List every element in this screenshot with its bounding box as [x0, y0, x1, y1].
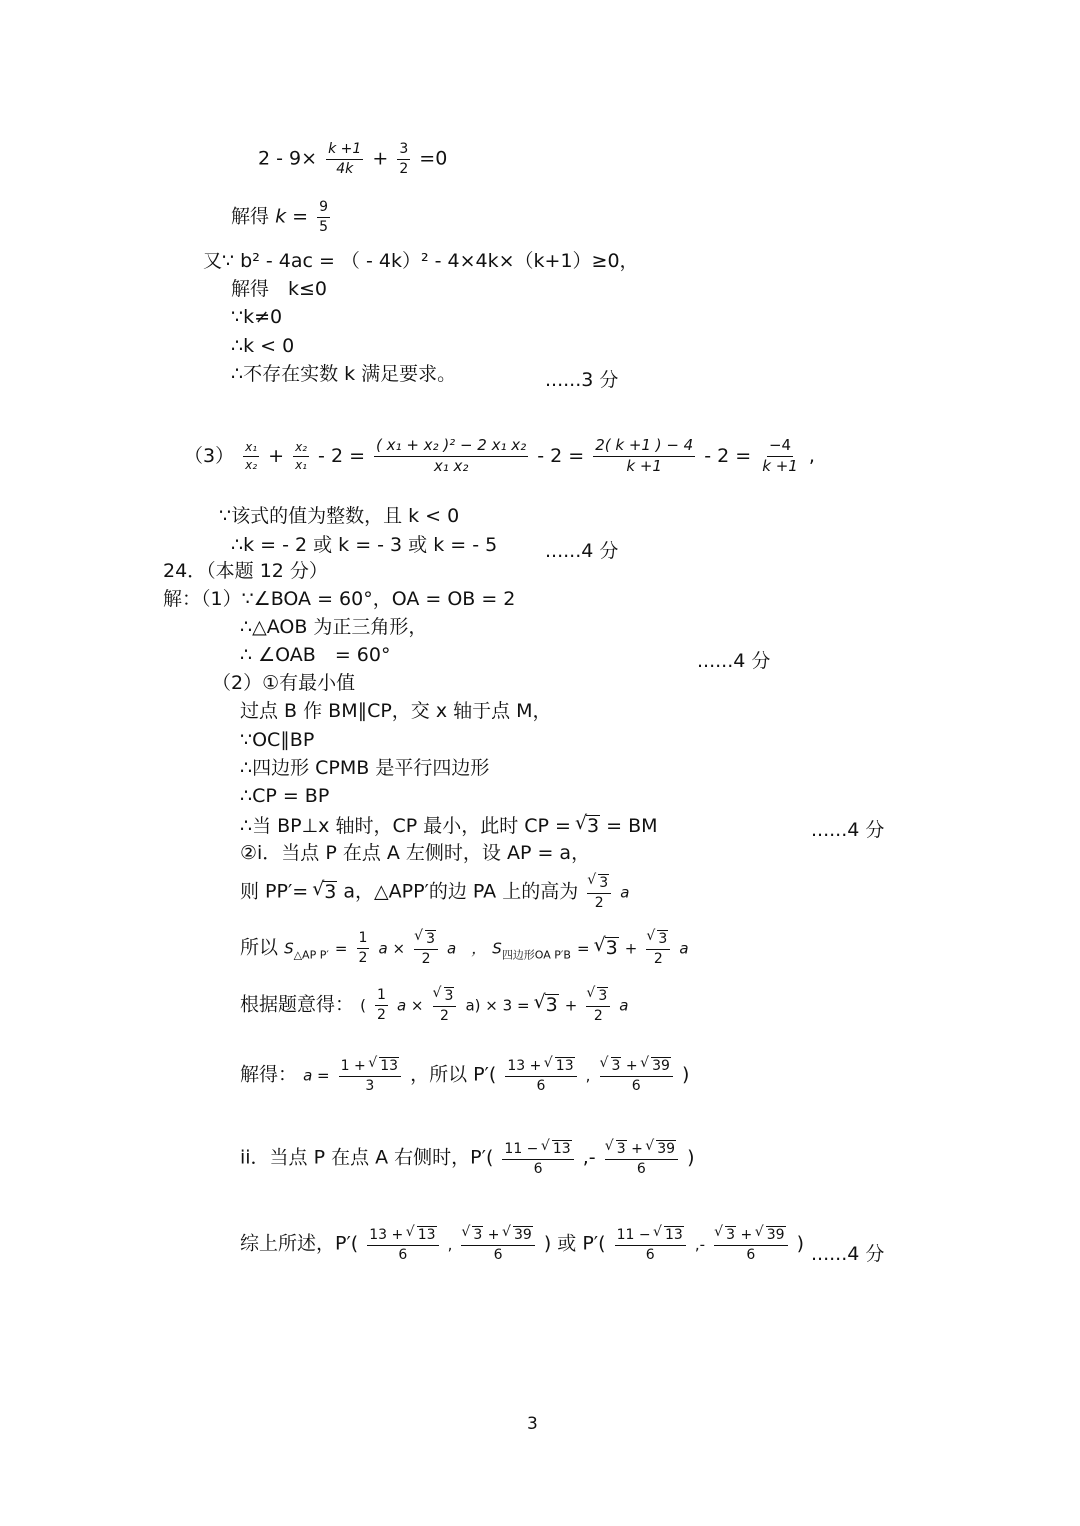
score-mark: ......4 分	[811, 1243, 885, 1265]
sqrt: √ 3	[536, 994, 559, 1015]
text-line: ∴△AOB 为正三角形，	[240, 616, 428, 638]
fraction: $\frac{3}{2}$	[399, 141, 409, 177]
text-line: ∴当 BP⊥x 轴时，CP 最小，此时 CP = √ 3 = BM	[240, 815, 658, 836]
score-mark: ......4 分	[697, 650, 771, 672]
question-heading: 24．（本题 12 分）	[163, 560, 328, 582]
fraction: $\frac{k +1}{4k}$	[328, 141, 362, 177]
fraction: $\frac{\text{x₂}}{\text{x₁}}$	[295, 440, 307, 472]
equation-line-1: 2 - 9× $\frac{k +1}{4k}$ + $\frac{3}{2}$ =0	[258, 141, 448, 177]
text-line: ∴ ∠OAB = 60°	[240, 644, 391, 666]
sqrt: √ 3	[314, 881, 337, 902]
fraction: $\frac{-4}{k +1}$	[762, 436, 798, 475]
equation-line: 则 PP′= √ 3 a，△APP′的边 PA 上的高为 √ $\frac{3}{2}$ a	[240, 874, 629, 910]
equation-line: 根据题意得： ( $\frac{1}{2}$ a × √ $\frac{3}{2}$ a) × 3 = √ 3 + √ $\frac{3}{2}$ a	[240, 987, 629, 1023]
score-mark: ......4 分	[811, 819, 885, 841]
sqrt: √ 3	[596, 937, 619, 958]
equation-line: 所以 $S_{\triangle AP P'}$ = $\frac{1}{2}$ a × √ $\frac{3}{2}$ a ， $S_{四边形OA P'B}$ = √ 3 + √ $\frac{3}{2}$ a	[240, 930, 689, 966]
equation-part3: （3） $\frac{\text{x₁}}{\text{x₂}}$ + $\frac{\text{x₂}}{\text{x₁}}$ - 2 = $\frac{\text{( x₁ + x₂ )² − 2 x₁ x₂}}{\text{x₁ x₂}}$ - 2 = $\frac{2( k +1 ) - 4}{k +1}$ - 2 = $\frac{-4}{k +1}$ ,	[184, 436, 815, 475]
text-line: ∴k = - 2 或 k = - 3 或 k = - 5	[231, 534, 498, 556]
equation-line: ii．当点 P 在点 A 右侧时，P′( $\frac{11 - √ 13}{6}$ ,- √ $\frac{3 + √ 39}{6}$ )	[240, 1140, 695, 1176]
equation-line: 综上所述，P′( $\frac{13 + √ 13}{6}$ , √ $\frac{3 + √ 39}{6}$ ) 或 P′( $\frac{11 - √ 13}{6}$ ,- √ $\frac{3 + √ 39}{6}$ )	[240, 1226, 804, 1262]
text-line: 又∵ b² - 4ac = （ - 4k）² - 4×4k×（k+1）≥0，	[203, 250, 639, 272]
fraction: $\frac{9}{5}$	[319, 199, 328, 235]
text-line: （2）①有最小值	[212, 672, 356, 694]
text-line: 解得 k≤0	[231, 278, 328, 300]
equation-line-2: 解得 k = $\frac{9}{5}$	[231, 199, 328, 235]
text-line: ∴k < 0	[231, 335, 295, 357]
score-mark: ......4 分	[545, 540, 619, 562]
text-line: ∵k≠0	[231, 306, 283, 328]
text-line: ∴不存在实数 k 满足要求。	[231, 363, 457, 385]
text-line: ∴四边形 CPMB 是平行四边形	[240, 757, 490, 779]
fraction: $\frac{\text{( x₁ + x₂ )² − 2 x₁ x₂}}{\text{x₁ x₂}}$	[376, 436, 527, 475]
fraction: √ $\frac{3}{2}$	[587, 874, 611, 910]
fraction: $\frac{\text{x₁}}{\text{x₂}}$	[245, 440, 258, 472]
sqrt: √ 3	[577, 815, 600, 836]
text-line: ②i．当点 P 在点 A 左侧时，设 AP = a，	[240, 842, 591, 864]
text-line: ∴CP = BP	[240, 785, 330, 807]
score-mark: ......3 分	[545, 369, 619, 391]
text-line: 过点 B 作 BM∥CP，交 x 轴于点 M，	[240, 700, 552, 722]
text-line: 解：（1）∵∠BOA = 60°，OA = OB = 2	[163, 588, 516, 610]
fraction: $\frac{2( k +1 ) - 4}{k +1}$	[595, 436, 694, 475]
text-line: ∵该式的值为整数，且 k < 0	[219, 505, 460, 527]
page-number: 3	[527, 1414, 538, 1434]
text-line: ∵OC∥BP	[240, 729, 315, 751]
equation-line: 解得： a = $\frac{1 + √ 13}{3}$ ，所以 P′( $\frac{13 + √ 13}{6}$ , √ $\frac{3 + √ 39}{6}$ )	[240, 1057, 689, 1093]
